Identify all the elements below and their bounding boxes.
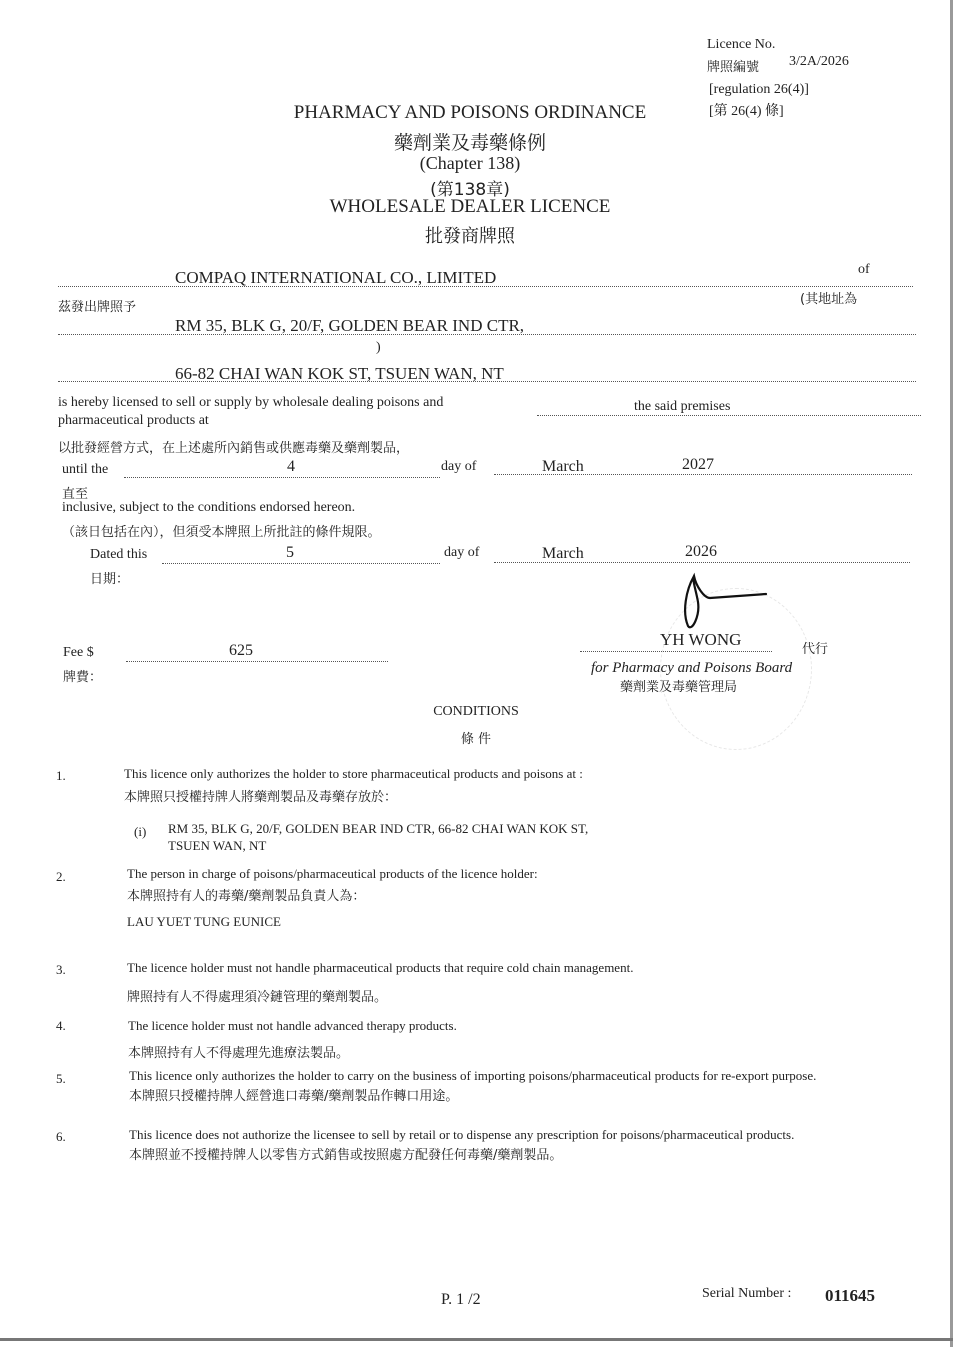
scan-bottom-edge	[0, 1338, 953, 1341]
serial-number-label: Serial Number :	[702, 1286, 792, 1301]
until-label-zh: 直至	[62, 487, 89, 502]
chapter-zh: (第138章)	[430, 180, 510, 200]
condition-number: 5.	[56, 1071, 66, 1086]
address-line2: 66-82 CHAI WAN KOK ST, TSUEN WAN, NT	[175, 364, 504, 383]
licensed-text-zh: 以批發經營方式，在上述處所內銷售或供應毒藥及藥劑製品，	[58, 441, 410, 456]
licence-type-zh: 批發商牌照	[425, 226, 515, 247]
condition-number: 4.	[56, 1018, 66, 1033]
signatory-name: YH WONG	[660, 630, 742, 649]
until-month: March	[542, 458, 584, 475]
of-label: of	[858, 262, 870, 277]
dated-day-of: day of	[444, 545, 480, 560]
fee-label-en: Fee $	[63, 645, 94, 660]
until-day-dots	[124, 477, 440, 478]
signatory-dots	[580, 651, 772, 652]
condition-text-en: The licence holder must not handle pharmaceutical products that require cold chain management.	[127, 960, 634, 975]
conditions-heading-zh: 條 件	[460, 732, 492, 747]
condition-text-zh: 本牌照並不授權持牌人以零售方式銷售或按照處方配發任何毒藥/藥劑製品。	[129, 1148, 563, 1163]
condition-text-en: This licence does not authorize the licensee to sell by retail or to dispense any prescription for poisons/pharmaceutical products.	[129, 1127, 795, 1142]
regulation-zh: [第 26(4) 條]	[709, 104, 784, 119]
on-behalf-zh: 代行	[802, 642, 829, 657]
licensed-text-line1: is hereby licensed to sell or supply by wholesale dealing poisons and	[58, 395, 444, 410]
licence-no-label-zh: 牌照編號	[707, 60, 760, 75]
dated-day: 5	[286, 544, 294, 561]
licence-type-en: WHOLESALE DEALER LICENCE	[329, 196, 611, 217]
premises-dots	[537, 415, 921, 416]
address-close-paren: )	[376, 340, 381, 355]
address-line1: RM 35, BLK G, 20/F, GOLDEN BEAR IND CTR,	[175, 316, 525, 335]
until-label-en: until the	[62, 462, 109, 477]
fee-label-zh: 牌費：	[63, 670, 103, 685]
dated-label-en: Dated this	[90, 547, 148, 562]
sub-item-line1: RM 35, BLK G, 20/F, GOLDEN BEAR IND CTR, 66-82 CHAI WAN KOK ST,	[168, 821, 589, 836]
dated-label-zh: 日期：	[90, 572, 130, 587]
page-number: P. 1 /2	[441, 1291, 481, 1308]
condition-text-zh: 本牌照持有人不得處理先進療法製品。	[128, 1046, 350, 1061]
condition-number: 2.	[56, 869, 66, 884]
person-in-charge: LAU YUET TUNG EUNICE	[127, 914, 281, 929]
condition-text-zh: 本牌照只授權持牌人將藥劑製品及毒藥存放於：	[124, 790, 398, 805]
serial-number: 011645	[825, 1286, 876, 1305]
ordinance-title-zh: 藥劑業及毒藥條例	[393, 132, 546, 154]
condition-text-zh: 牌照持有人不得處理須冷鏈管理的藥劑製品。	[127, 990, 388, 1005]
board-en: for Pharmacy and Poisons Board	[591, 660, 793, 676]
licensed-text-line2: pharmaceutical products at	[58, 413, 209, 428]
ordinance-title-en: PHARMACY AND POISONS ORDINANCE	[293, 102, 647, 123]
handwritten-signature	[672, 568, 782, 636]
fee-amount: 625	[229, 642, 253, 659]
fee-dots	[126, 661, 388, 662]
condition-text-en: This licence only authorizes the holder to store pharmaceutical products and poisons at :	[124, 766, 583, 781]
condition-number: 1.	[56, 768, 66, 783]
board-zh: 藥劑業及毒藥管理局	[620, 680, 738, 695]
grant-label-zh: 茲發出牌照予	[58, 300, 137, 315]
condition-text-zh: 本牌照持有人的毒藥/藥劑製品負責人為：	[127, 889, 366, 904]
until-day-of: day of	[441, 459, 477, 474]
licensee-name: COMPAQ INTERNATIONAL CO., LIMITED	[175, 268, 497, 287]
condition-text-en: This licence only authorizes the holder to carry on the business of importing poisons/pharmaceutical products for re-export purpose.	[129, 1068, 817, 1083]
condition-text-zh: 本牌照只授權持牌人經營進口毒藥/藥劑製品作轉口用途。	[129, 1089, 459, 1104]
conditions-heading-en: CONDITIONS	[433, 704, 519, 719]
chapter-en: (Chapter 138)	[419, 153, 521, 173]
dated-day-dots	[162, 563, 440, 564]
sub-item-label: (i)	[134, 824, 147, 839]
dated-year: 2026	[685, 543, 717, 560]
condition-text-en: The person in charge of poisons/pharmaceutical products of the licence holder:	[127, 866, 538, 881]
condition-text-en: The licence holder must not handle advanced therapy products.	[128, 1018, 457, 1033]
condition-number: 3.	[56, 962, 66, 977]
inclusive-en: inclusive, subject to the conditions endorsed hereon.	[62, 500, 356, 515]
inclusive-zh: （該日包括在內），但須受本牌照上所批註的條件規限。	[62, 525, 381, 540]
dated-month: March	[542, 545, 584, 562]
sub-item-line2: TSUEN WAN, NT	[168, 838, 267, 853]
address-label-zh: (其地址為	[800, 292, 858, 307]
licence-no: 3/2A/2026	[789, 54, 849, 69]
until-day: 4	[287, 458, 295, 475]
until-year: 2027	[682, 456, 714, 473]
condition-number: 6.	[56, 1129, 66, 1144]
premises: the said premises	[634, 399, 731, 414]
licence-no-label-en: Licence No.	[707, 37, 776, 52]
regulation-en: [regulation 26(4)]	[709, 82, 809, 97]
